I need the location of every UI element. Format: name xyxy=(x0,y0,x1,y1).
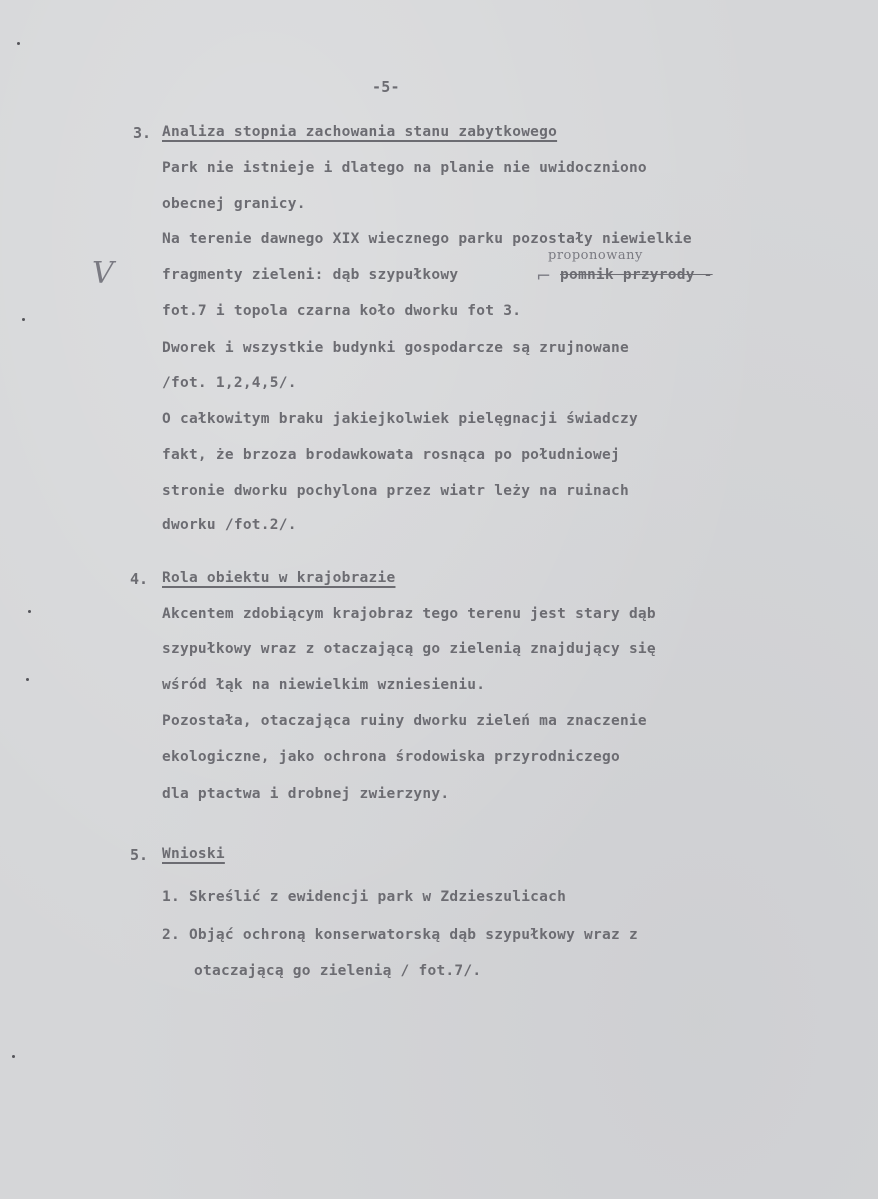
text-line: Park nie istnieje i dlatego na planie nie uwidoczniono xyxy=(162,160,647,176)
section-heading: Analiza stopnia zachowania stanu zabytkowego xyxy=(162,124,558,140)
list-item: 1. Skreślić z ewidencji park w Zdzieszulicach xyxy=(162,889,567,905)
text-line: ekologiczne, jako ochrona środowiska przyrodniczego xyxy=(162,749,620,765)
text-line: Na terenie dawnego XIX wiecznego parku pozostały niewielkie xyxy=(162,231,692,247)
handwritten-insert: proponowany xyxy=(548,248,643,263)
text-line: Dworek i wszystkie budynki gospodarcze są zrujnowane xyxy=(162,340,629,356)
text-line: wśród łąk na niewielkim wzniesieniu. xyxy=(162,677,486,693)
section-number: 3. xyxy=(133,124,152,142)
section-number: 4. xyxy=(130,570,149,588)
page-number: -5- xyxy=(372,78,400,96)
binder-mark xyxy=(17,42,20,45)
text-line: fakt, że brzoza brodawkowata rosnąca po południowej xyxy=(162,447,620,463)
text-line: obecnej granicy. xyxy=(162,196,306,212)
text-line: Pozostała, otaczająca ruiny dworku zieleń ma znaczenie xyxy=(162,713,647,729)
binder-mark xyxy=(26,678,29,681)
insertion-caret: ⌐ xyxy=(536,266,552,287)
list-item-continuation: otaczającą go zielenią / fot.7/. xyxy=(194,963,482,979)
text-line: stronie dworku pochylona przez wiatr leży na ruinach xyxy=(162,483,629,499)
text-line: dworku /fot.2/. xyxy=(162,517,297,533)
binder-mark xyxy=(28,610,31,613)
section-heading: Wnioski xyxy=(162,846,225,862)
text-line: O całkowitym braku jakiejkolwiek pielęgnacji świadczy xyxy=(162,411,638,427)
text-line: fragmenty zieleni: dąb szypułkowy xyxy=(162,267,459,283)
binder-mark xyxy=(22,318,25,321)
text-line: dla ptactwa i drobnej zwierzyny. xyxy=(162,786,450,802)
section-heading: Rola obiektu w krajobrazie xyxy=(162,570,396,586)
text-line: szypułkowy wraz z otaczającą go zielenią znajdujący się xyxy=(162,641,656,657)
section-number: 5. xyxy=(130,846,149,864)
struck-text-line: pomnik przyrody - xyxy=(560,267,713,283)
text-line: /fot. 1,2,4,5/. xyxy=(162,375,297,391)
list-item: 2. Objąć ochroną konserwatorską dąb szypułkowy wraz z xyxy=(162,927,638,943)
margin-check-mark: V xyxy=(92,256,115,291)
binder-mark xyxy=(12,1055,15,1058)
text-line: Akcentem zdobiącym krajobraz tego terenu jest stary dąb xyxy=(162,606,656,622)
text-line: fot.7 i topola czarna koło dworku fot 3. xyxy=(162,303,522,319)
